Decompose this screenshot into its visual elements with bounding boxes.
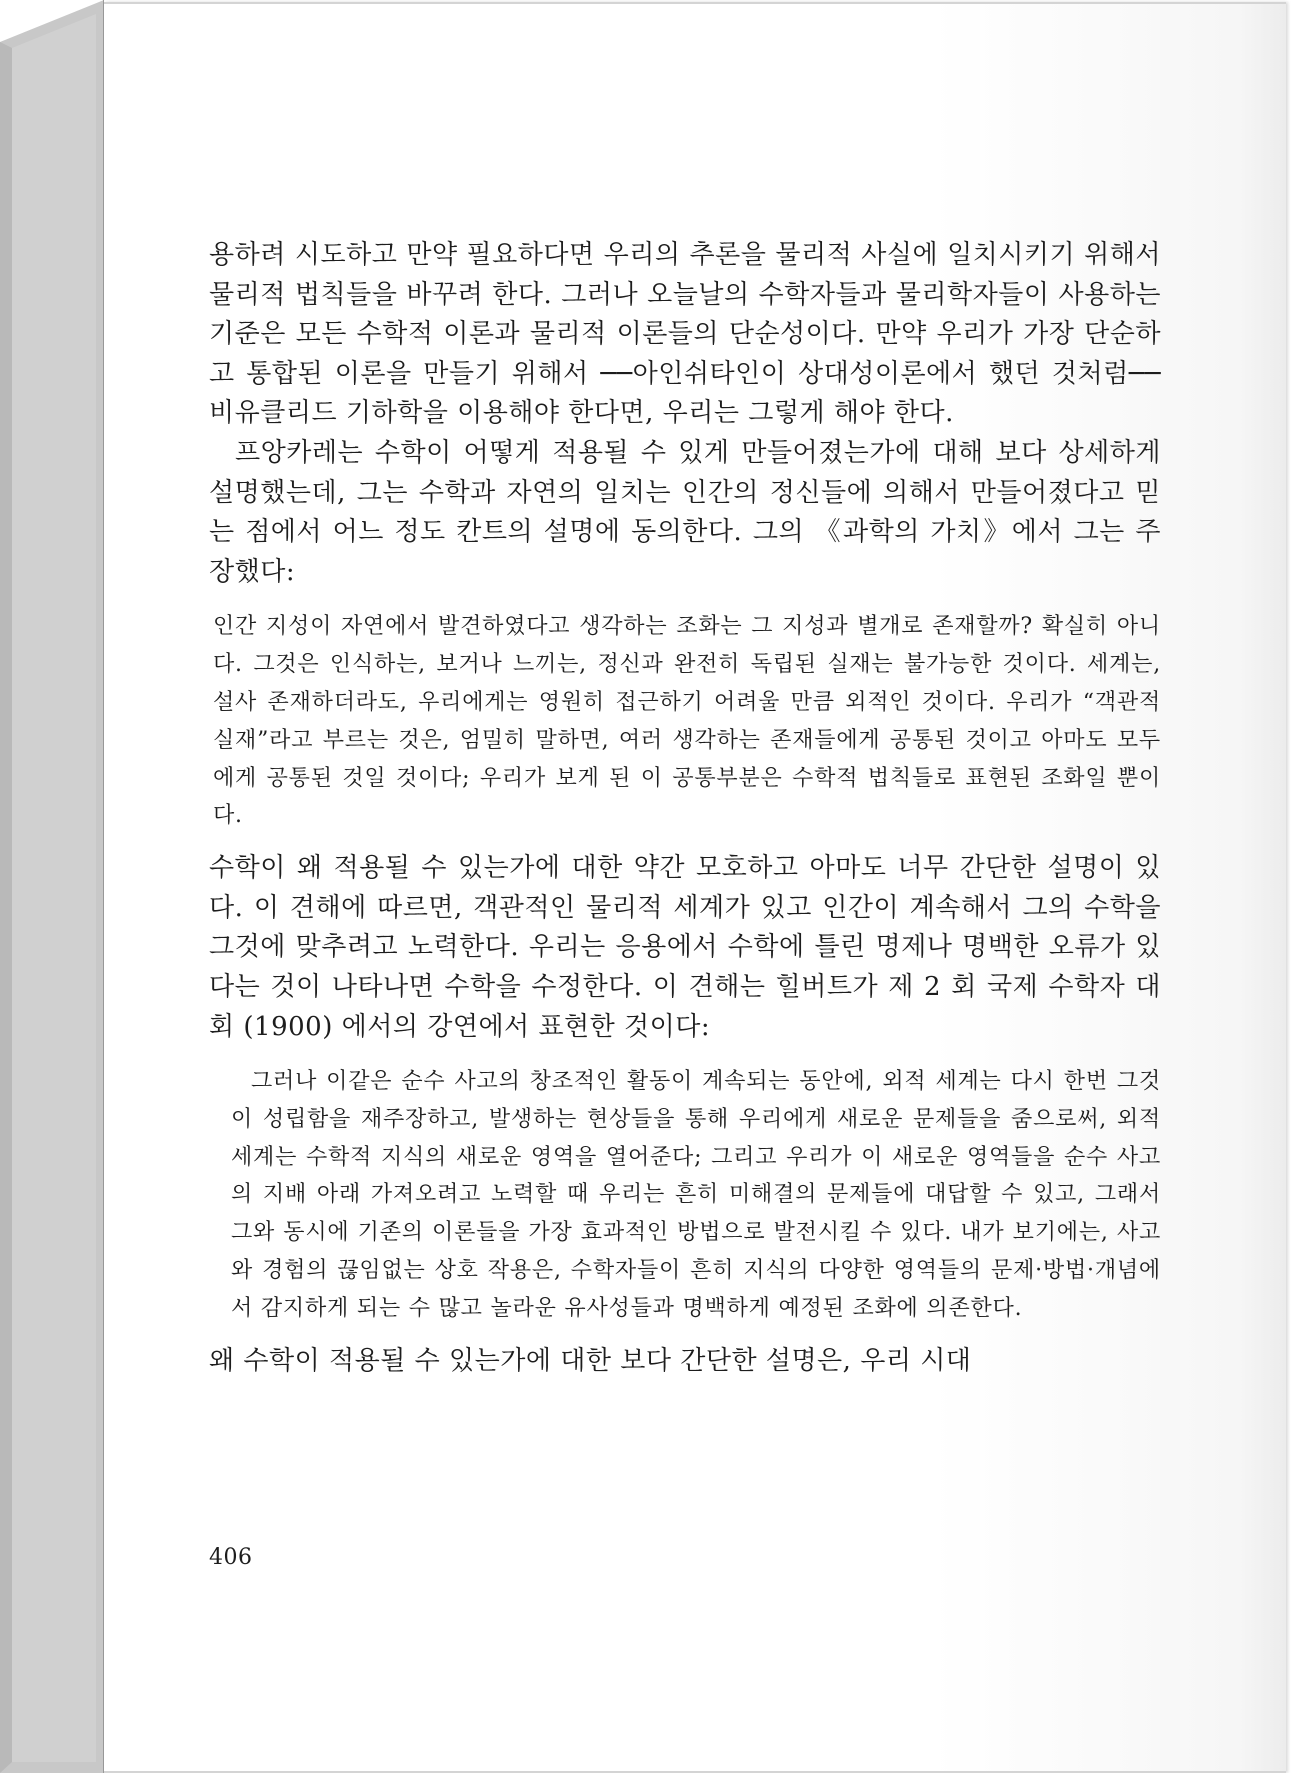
paragraph-2: 프앙카레는 수학이 어떻게 적용될 수 있게 만들어졌는가에 대해 보다 상세하게 설명했는데, 그는 수학과 자연의 일치는 인간의 정신들에 의해서 만들어졌다고 믿는 점에서 어느 정도 칸트의 설명에 동의한다. 그의 《과학의 가치》에서 그는 주장했다: [209, 437, 1161, 587]
block-quote-poincare: 인간 지성이 자연에서 발견하였다고 생각하는 조화는 그 지성과 별개로 존재할까? 확실히 아니다. 그것은 인식하는, 보거나 느끼는, 정신과 완전히 독립된 실재는 불가능한 것이다. 세계는, 설사 존재하더라도, 우리에게는 영원히 접근하기 어려울 만큼 외적인 것이다. 우리가 “객관적 실재”라고 부르는 것은, 엄밀히 말하면, 여러 생각하는 존재들에게 공통된 것이고 아마도 모두에게 공통된 것일 것이다; 우리가 보게 된 이 공통부분은 수학적 법칙들로 표현된 조화일 뿐이다. [213, 614, 1161, 829]
book-spine [0, 0, 104, 1773]
paragraph-4: 왜 수학이 적용될 수 있는가에 대한 보다 간단한 설명은, 우리 시대 [209, 1345, 972, 1376]
page-number: 406 [209, 1545, 253, 1570]
page-body [209, 236, 1161, 1381]
paragraph-1: 용하려 시도하고 만약 필요하다면 우리의 추론을 물리적 사실에 일치시키기 위해서 물리적 법칙들을 바꾸려 한다. 그러나 오늘날의 수학자들과 물리학자들이 사용하는 기준은 모든 수학적 이론과 물리적 이론들의 단순성이다. 만약 우리가 가장 단순하고 통합된 이론을 만들기 위해서 ──아인쉬타인이 상대성이론에서 했던 것처럼──비유클리드 기하학을 이용해야 한다면, 우리는 그렇게 해야 한다. [209, 240, 1161, 429]
paragraph-3: 수학이 왜 적용될 수 있는가에 대한 약간 모호하고 아마도 너무 간단한 설명이 있다. 이 견해에 따르면, 객관적인 물리적 세계가 있고 인간이 계속해서 그의 수학을 그것에 맞추려고 노력한다. 우리는 응용에서 수학에 틀린 명제나 명백한 오류가 있다는 것이 나타나면 수학을 수정한다. 이 견해는 힐버트가 제 2 회 국제 수학자 대회 (1900) 에서의 강연에서 표현한 것이다: [209, 853, 1161, 1042]
block-quote-hilbert: 그러나 이같은 순수 사고의 창조적인 활동이 계속되는 동안에, 외적 세계는 다시 한번 그것이 성립함을 재주장하고, 발생하는 현상들을 통해 우리에게 새로운 문제들을 줌으로써, 외적 세계는 수학적 지식의 새로운 영역을 열어준다; 그리고 우리가 이 새로운 영역들을 순수 사고의 지배 아래 가져오려고 노력할 때 우리는 흔히 미해결의 문제들에 대답할 수 있고, 그래서 그와 동시에 기존의 이론들을 가장 효과적인 방법으로 발전시킬 수 있다. 내가 보기에는, 사고와 경험의 끊임없는 상호 작용은, 수학자들이 흔히 지식의 다양한 영역들의 문제·방법·개념에서 감지하게 되는 수 많고 놀라운 유사성들과 명백하게 예정된 조화에 의존한다. [231, 1069, 1161, 1321]
